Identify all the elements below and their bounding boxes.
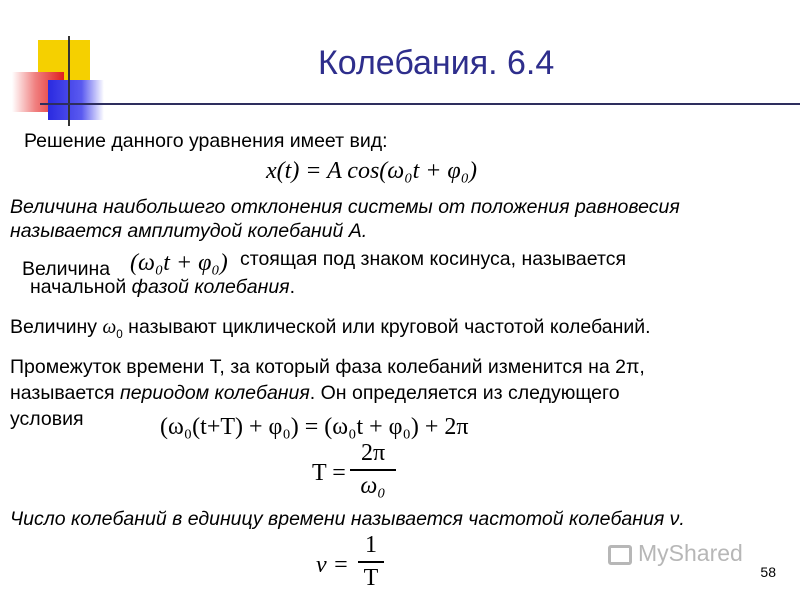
slide-title: Колебания. 6.4 bbox=[318, 44, 555, 82]
period-line-3: условия bbox=[10, 408, 84, 430]
omega-symbol: ω bbox=[102, 317, 117, 338]
amplitude-line-2: называется амплитудой колебаний A. bbox=[10, 220, 368, 242]
frequency-line: Число колебаний в единицу времени называется частотой колебания ν. bbox=[10, 508, 685, 530]
amplitude-line-1: Величина наибольшего отклонения системы от положения равновесия bbox=[10, 196, 680, 218]
intro-text: Решение данного уравнения имеет вид: bbox=[24, 130, 388, 152]
fraction-bar bbox=[350, 469, 396, 471]
omega-line bbox=[10, 316, 651, 346]
phase-expression: (ω₀t + φ₀) bbox=[130, 250, 228, 276]
equation-solution: x(t) = A cos(ω₀t + φ₀) bbox=[266, 158, 478, 184]
equation-T-fraction bbox=[350, 440, 396, 500]
equation-nu-lhs: ν = bbox=[316, 552, 349, 578]
deco-vertical-line bbox=[68, 36, 70, 126]
equation-period-condition: (ω₀(t+T) + φ₀) = (ω₀t + φ₀) + 2π bbox=[160, 414, 469, 440]
fraction-bar bbox=[358, 561, 384, 563]
phase-rest: стоящая под знаком косинуса, называется bbox=[240, 248, 627, 270]
period-line-2 bbox=[10, 382, 620, 405]
equation-nu-numerator: 1 bbox=[365, 532, 377, 558]
watermark-icon bbox=[608, 545, 632, 565]
omega-line-a: Величину bbox=[10, 316, 103, 338]
phase-word: Величина bbox=[22, 258, 111, 280]
equation-nu-denominator: T bbox=[363, 564, 379, 591]
deco-blue-square bbox=[48, 80, 104, 120]
equation-T-denominator: ω₀ bbox=[360, 472, 386, 499]
phase-line-2-a: начальной bbox=[30, 276, 132, 298]
watermark-text: MyShared bbox=[638, 540, 743, 566]
omega-line-b: называют циклической или круговой частотой колебаний. bbox=[122, 316, 651, 338]
phase-line-2-c: . bbox=[289, 276, 296, 298]
phase-term: фазой колебания bbox=[131, 276, 290, 298]
watermark-logo bbox=[608, 540, 743, 567]
period-line-2-c: . Он определяется из следующего bbox=[309, 382, 620, 404]
equation-nu-fraction bbox=[358, 532, 384, 592]
page-number: 58 bbox=[760, 564, 776, 580]
period-term: периодом колебания bbox=[119, 382, 310, 404]
period-line-1: Промежуток времени Т, за который фаза колебаний изменится на 2π, bbox=[10, 356, 645, 378]
equation-T-numerator: 2π bbox=[360, 440, 386, 466]
omega-subscript: 0 bbox=[116, 327, 123, 341]
equation-T-lhs: T = bbox=[312, 460, 346, 486]
title-rule bbox=[40, 103, 800, 105]
phase-line-2 bbox=[30, 276, 295, 299]
period-line-2-a: называется bbox=[10, 382, 120, 404]
